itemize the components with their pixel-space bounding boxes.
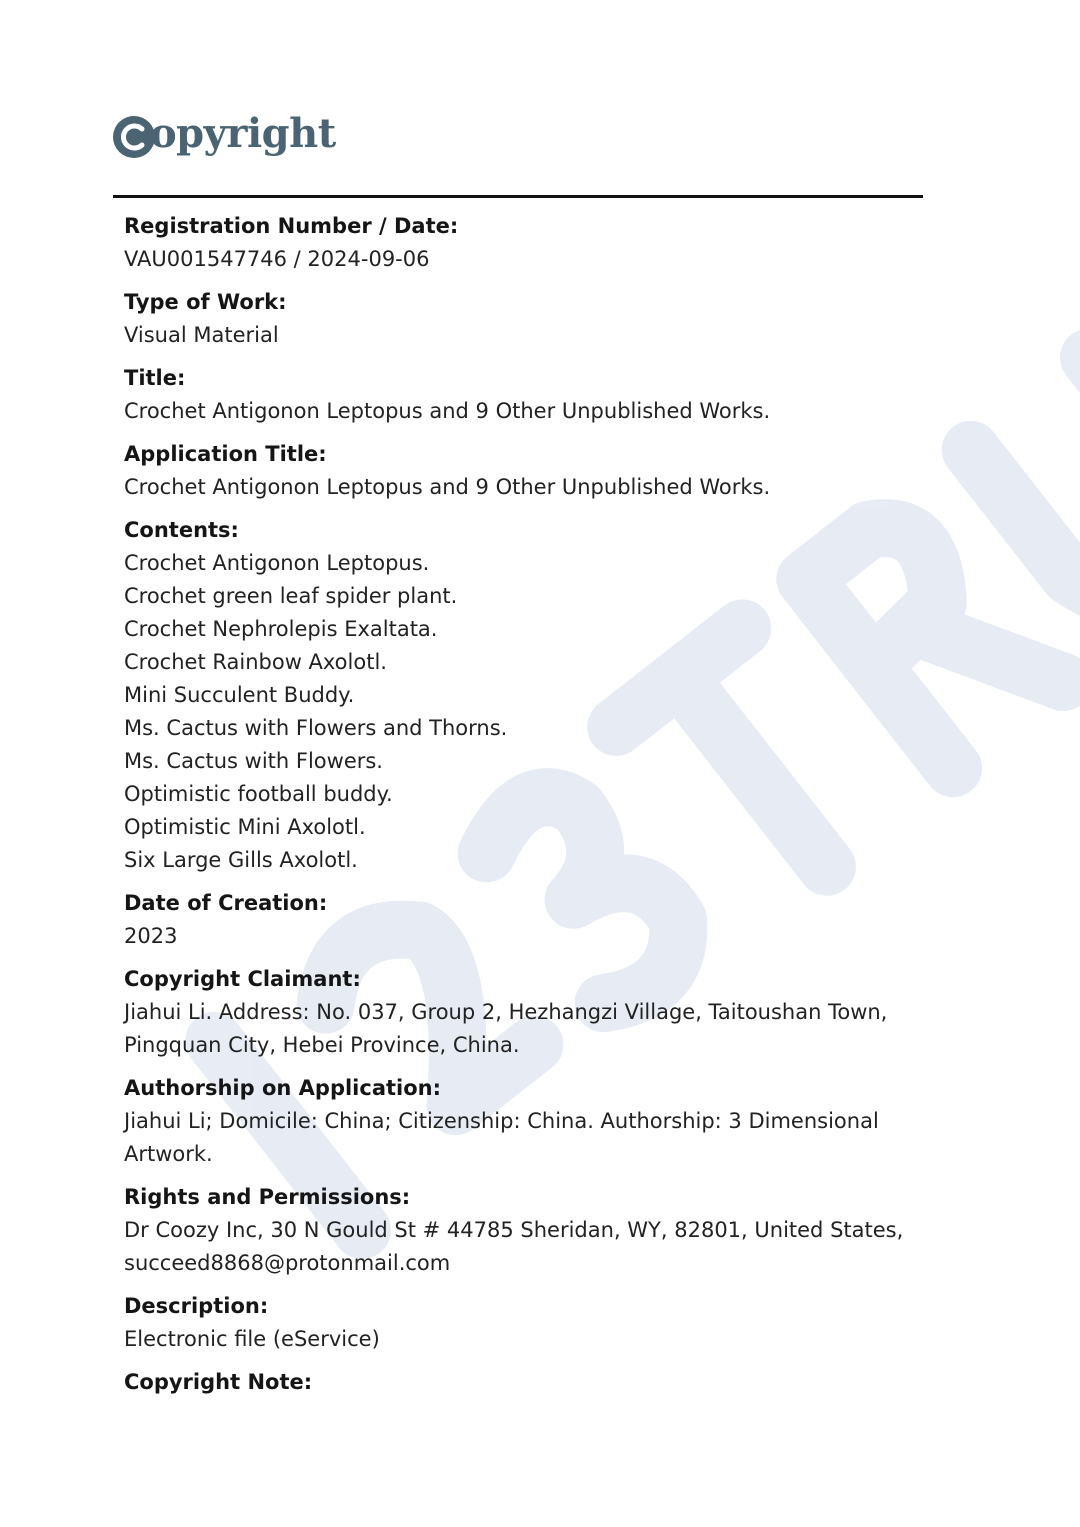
description-section [124,1290,924,1356]
date-of-creation-label: Date of Creation: [124,891,328,915]
application-title-section [124,438,924,504]
authorship-line: Jiahui Li; Domicile: China; Citizenship: China. Authorship: 3 Dimensional [124,1109,879,1133]
registration-section [124,210,924,276]
rights-label: Rights and Permissions: [124,1185,411,1209]
header-divider [113,195,923,198]
contents-item: Optimistic Mini Axolotl. [124,815,366,839]
description-label: Description: [124,1294,269,1318]
contents-item: Optimistic football buddy. [124,782,393,806]
authorship-section [124,1072,924,1171]
date-of-creation-value: 2023 [124,924,178,948]
contents-label: Contents: [124,518,239,542]
copyright-claimant-section [124,963,924,1062]
rights-line: Dr Coozy Inc, 30 N Gould St # 44785 Sheridan, WY, 82801, United States, [124,1218,904,1242]
authorship-label: Authorship on Application: [124,1076,441,1100]
copyright-note-section [124,1366,924,1399]
contents-item: Crochet Rainbow Axolotl. [124,650,387,674]
title-label: Title: [124,366,186,390]
contents-item: Crochet green leaf spider plant. [124,584,458,608]
contents-section [124,514,924,877]
authorship-line: Artwork. [124,1142,213,1166]
registration-record [124,210,924,1409]
registration-label: Registration Number / Date: [124,214,459,238]
copyright-claimant-label: Copyright Claimant: [124,967,361,991]
copyright-note-label: Copyright Note: [124,1370,313,1394]
claimant-line: Pingquan City, Hebei Province, China. [124,1033,520,1057]
rights-section [124,1181,924,1280]
contents-item: Ms. Cactus with Flowers. [124,749,383,773]
contents-item: Six Large Gills Axolotl. [124,848,358,872]
date-of-creation-section [124,887,924,953]
contents-item: Crochet Nephrolepis Exaltata. [124,617,438,641]
application-title-value: Crochet Antigonon Leptopus and 9 Other Unpublished Works. [124,475,771,499]
application-title-label: Application Title: [124,442,327,466]
type-of-work-value: Visual Material [124,323,279,347]
logo-text: opyright [150,110,336,157]
contents-list [124,547,924,877]
contents-item: Ms. Cactus with Flowers and Thorns. [124,716,508,740]
authorship-value [124,1105,924,1171]
type-of-work-label: Type of Work: [124,290,287,314]
title-value: Crochet Antigonon Leptopus and 9 Other Unpublished Works. [124,399,771,423]
rights-value [124,1214,924,1280]
contents-item: Mini Succulent Buddy. [124,683,355,707]
rights-email: succeed8868@protonmail.com [124,1251,451,1275]
copyright-claimant-value [124,996,924,1062]
type-of-work-section [124,286,924,352]
title-section [124,362,924,428]
registration-value: VAU001547746 / 2024-09-06 [124,247,430,271]
claimant-line: Jiahui Li. Address: No. 037, Group 2, Hezhangzi Village, Taitoushan Town, [124,1000,888,1024]
copyright-logo [112,112,372,172]
description-value: Electronic file (eService) [124,1327,380,1351]
contents-item: Crochet Antigonon Leptopus. [124,551,430,575]
